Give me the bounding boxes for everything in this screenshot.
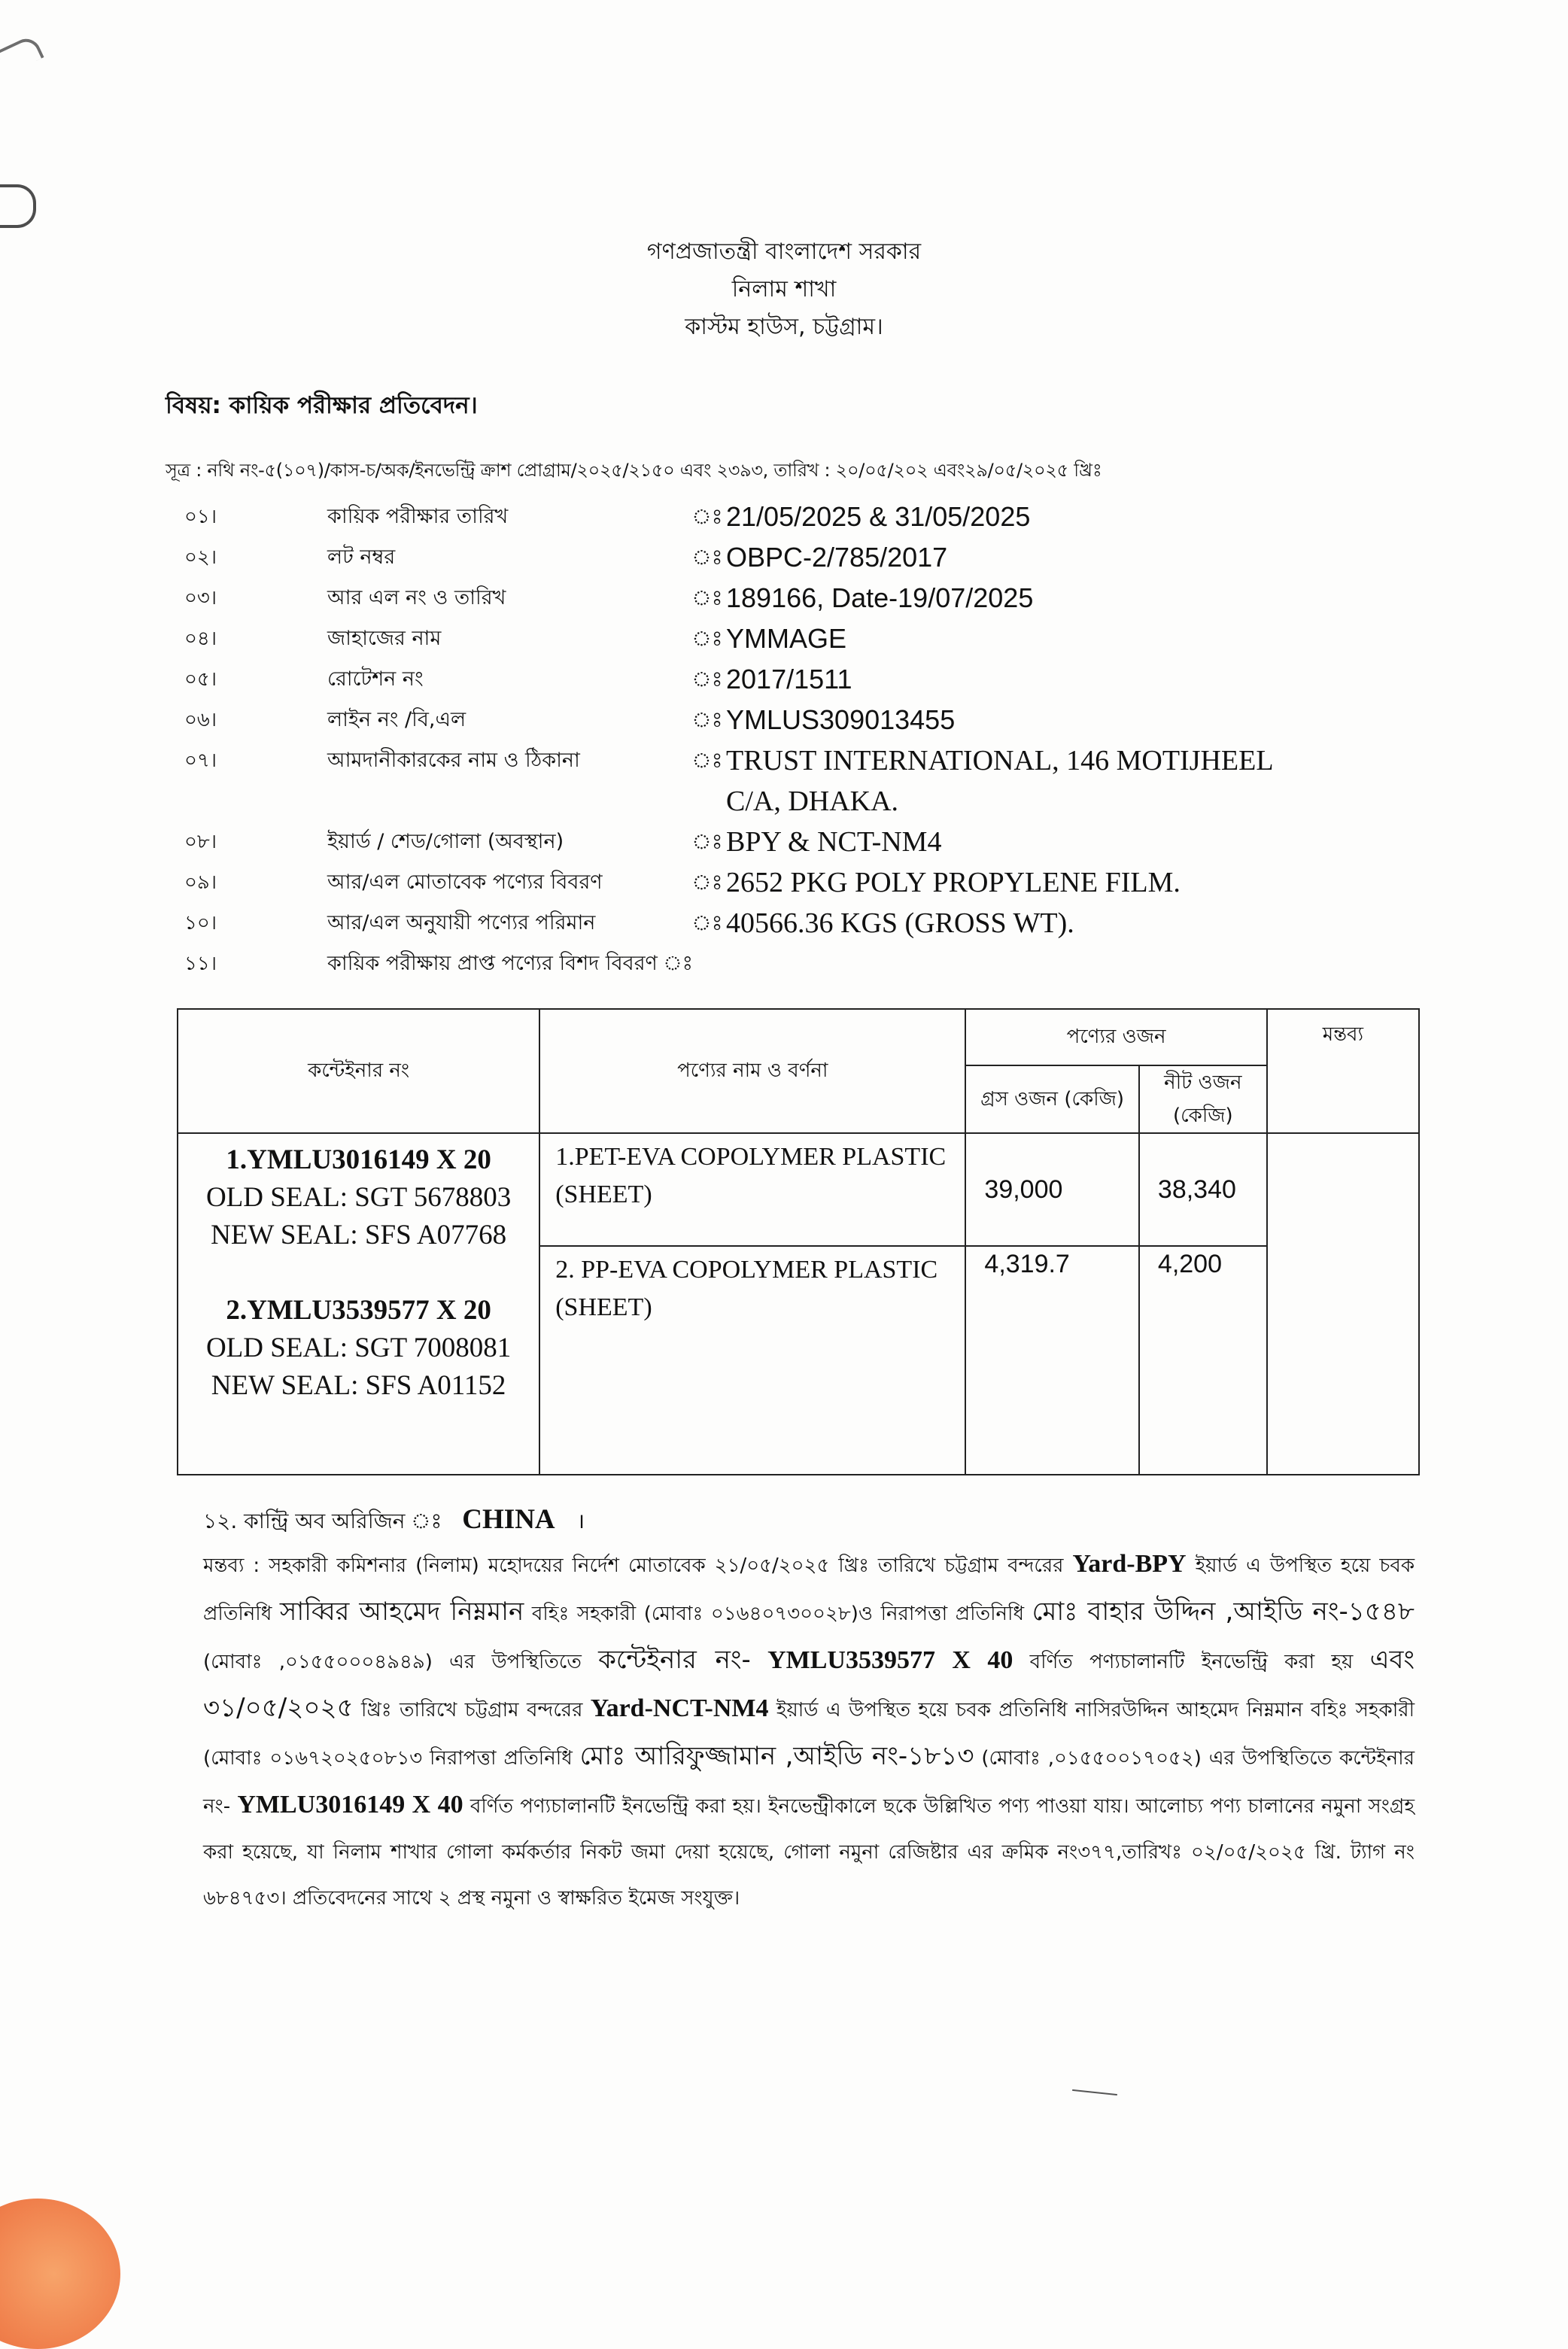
remarks-text: বর্ণিত পণ্যচালানটি ইনভেন্ট্রি করা হয় — [1029, 1651, 1354, 1673]
office-address: কাস্টম হাউস, চট্টগ্রাম। — [685, 314, 883, 340]
header-weight: পণ্যের ওজন — [965, 1009, 1266, 1065]
gross-weight-cell: 39,000 — [965, 1133, 1139, 1246]
field-number: ০৯। — [184, 871, 217, 894]
header-gross-weight: গ্রস ওজন (কেজি) — [965, 1065, 1139, 1133]
field-row — [166, 944, 1415, 984]
field-row — [166, 862, 1415, 903]
field-value: 21/05/2025 & 31/05/2025 — [726, 501, 1031, 532]
importer-address: C/A, DHAKA. — [726, 786, 899, 817]
field-number: ০১। — [184, 506, 217, 528]
container-id: 1.YMLU3016149 X 20 — [226, 1144, 491, 1175]
field-value: YMMAGE — [726, 623, 847, 654]
field-number: ১১। — [184, 953, 217, 975]
container-id: 2.YMLU3539577 X 20 — [226, 1295, 491, 1326]
field-label: আর এল নং ও তারিখ — [327, 586, 506, 609]
field-value: 40566.36 KGS (GROSS WT). — [726, 907, 1074, 939]
field-list — [166, 497, 1415, 984]
field-value: 2652 PKG POLY PROPYLENE FILM. — [726, 867, 1181, 898]
remarks-text: ইয়ার্ড এ উপস্থিত হয়ে চবক প্রতিনিধি নাসিরউদ্দিন আহমেদ নিম্নমান বহিঃ সহকারী (মোবাঃ ০১৬৭২০২৫০৮১৩ নিরাপত্তা প্রতিনিধি — [203, 1699, 1415, 1770]
remarks-text: ইয়ার্ড এ উপস্থিত হয়ে চবক প্রতিনিধি — [203, 1554, 1415, 1625]
field-label: আর/এল মোতাবেক পণ্যের বিবরণ — [327, 871, 603, 894]
field-label: আমদানীকারকের নাম ও ঠিকানা — [327, 749, 580, 772]
product-cell: 1.PET-EVA COPOLYMER PLASTIC (SHEET) — [539, 1133, 965, 1246]
coo-value: CHINA — [462, 1504, 555, 1535]
container-seal: OLD SEAL: SGT 5678803 NEW SEAL: SFS A07768 — [205, 1182, 512, 1250]
header-net-weight: নীট ওজন (কেজি) — [1139, 1065, 1267, 1133]
field-value — [726, 740, 1415, 822]
field-label: আর/এল অনুযায়ী পণ্যের পরিমান — [327, 911, 596, 934]
header-product: পণ্যের নাম ও বর্ণনা — [539, 1009, 965, 1133]
field-number: ০৭। — [184, 749, 217, 772]
goods-table — [177, 1008, 1420, 1475]
net-weight-cell: 4,200 — [1139, 1246, 1267, 1475]
reference-line: সূত্র : নথি নং-৫(১০৭)/কাস-চ/অক/ইনভেন্ট্রি ক্রাশ প্রোগ্রাম/২০২৫/২১৫০ এবং ২৩৯৩, তারিখ : ২০/০৫/২০২ এবং২৯/০৫/২০২৫ খ্রিঃ — [166, 460, 1102, 481]
container-number: YMLU3539577 X 40 — [767, 1646, 1013, 1674]
field-number: ১০। — [184, 912, 217, 934]
field-label: কায়িক পরীক্ষায় প্রাপ্ত পণ্যের বিশদ বিবরণ ঃ — [327, 952, 694, 975]
security-representative: মোঃ বাহার উদ্দিন ,আইডি নং-১৫৪৮ — [1032, 1597, 1415, 1627]
field-value: OBPC-2/785/2017 — [726, 542, 948, 573]
field-number: ০৪। — [184, 628, 217, 650]
field-number: ০৩। — [184, 587, 217, 609]
field-colon: ঃ — [691, 504, 723, 529]
field-number: ০৮। — [184, 831, 217, 853]
remarks-text: বহিঃ সহকারী (মোবাঃ ০১৬৪০৭৩০০২৮)ও নিরাপত্তা প্রতিনিধি — [531, 1603, 1025, 1625]
field-label: জাহাজের নাম — [327, 627, 442, 650]
field-value: 189166, Date-19/07/2025 — [726, 582, 1034, 613]
field-label: লট নম্বর — [327, 545, 396, 569]
document-header — [0, 233, 1568, 346]
field-colon: ঃ — [691, 707, 723, 732]
field-number: ০২। — [184, 546, 217, 569]
remarks-cell — [1267, 1133, 1419, 1475]
field-colon: ঃ — [691, 748, 723, 773]
remarks-text: (মোবাঃ ,০১৫৫০০০৪৯৪৯) এর উপস্থিতিতে — [203, 1651, 582, 1673]
header-remarks: মন্তব্য — [1267, 1009, 1419, 1133]
field-row — [166, 578, 1415, 618]
importer-name: TRUST INTERNATIONAL, 146 MOTIJHEEL — [726, 745, 1274, 776]
field-row — [166, 903, 1415, 944]
yard-name: Yard-NCT-NM4 — [590, 1694, 769, 1722]
stamp-mark — [0, 2199, 120, 2349]
coo-end: । — [576, 1509, 585, 1533]
security-representative: মোঃ আরিফুজ্জামান ,আইডি নং-১৮১৩ — [579, 1741, 974, 1771]
government-title: গণপ্রজাতন্ত্রী বাংলাদেশ সরকার — [646, 239, 922, 265]
table-row — [178, 1133, 1419, 1246]
field-row — [166, 537, 1415, 578]
handwritten-mark — [0, 184, 36, 228]
field-label: লাইন নং /বি,এল — [327, 708, 466, 731]
remarks-text: মন্তব্য : সহকারী কমিশনার (নিলাম) মহোদয়ের নির্দেশ মোতাবেক ২১/০৫/২০২৫ খ্রিঃ তারিখে চট্টগ্রাম বন্দরের — [203, 1554, 1064, 1577]
field-colon: ঃ — [691, 545, 723, 570]
field-colon: ঃ — [691, 626, 723, 651]
subject-line: বিষয়: কায়িক পরীক্ষার প্রতিবেদন। — [166, 392, 478, 419]
coo-label: ১২. কান্ট্রি অব অরিজিন ঃ — [203, 1509, 442, 1533]
field-value: YMLUS309013455 — [726, 704, 956, 735]
field-colon: ঃ — [691, 870, 723, 895]
field-row — [166, 700, 1415, 740]
remarks-text: খ্রিঃ তারিখে চট্টগ্রাম বন্দরের — [361, 1699, 583, 1721]
remarks-paragraph — [203, 1541, 1415, 1922]
remarks-text: (মোবাঃ ,০১৫৫০০১৭০৫২) এর উপস্থিতিতে কন্টেইনার নং- — [203, 1747, 1415, 1818]
field-value: 2017/1511 — [726, 664, 852, 694]
container-cell — [178, 1133, 539, 1475]
field-row — [166, 659, 1415, 700]
pen-stroke — [1072, 2089, 1117, 2095]
field-row — [166, 822, 1415, 862]
representative-name: সাব্বির আহমেদ নিম্নমান — [279, 1597, 524, 1627]
field-colon: ঃ — [691, 585, 723, 610]
pen-mark — [0, 34, 44, 74]
field-colon: ঃ — [691, 829, 723, 854]
field-label: ইয়ার্ড / শেড/গোলা (অবস্থান) — [327, 830, 564, 853]
container-label: কন্টেইনার নং- — [598, 1645, 751, 1675]
field-row — [166, 497, 1415, 537]
remarks-text: বর্ণিত পণ্যচালানটি ইনভেন্ট্রি করা হয়। ইনভেন্ট্রীকালে ছকে উল্লিখিত পণ্য পাওয়া যায়। আলোচ্য পণ্য চালানের নমুনা সংগ্রহ করা হয়েছে, যা নিলাম শাখার গোলা কর্মকর্তার নিকট জমা দেয়া হয়েছে, গোলা নমুনা রেজিষ্টার এর ক্রমিক নং৩৭৭,তারিখঃ ০২/০৫/২০২৫ খ্রি. ট্যাগ নং ৬৮৪৭৫৩। প্রতিবেদনের সাথে ২ প্রস্থ নমুনা ও স্বাক্ষরিত ইমেজ সংযুক্ত। — [203, 1795, 1415, 1910]
field-number: ০৬। — [184, 709, 217, 731]
field-label: রোটেশন নং — [327, 667, 424, 691]
field-row — [166, 740, 1415, 822]
header-container-no: কন্টেইনার নং — [178, 1009, 539, 1133]
field-label: কায়িক পরীক্ষার তারিখ — [327, 505, 509, 528]
country-of-origin — [203, 1503, 1415, 1540]
remarks-text: এবং ৩১/০৫/২০২৫ — [203, 1645, 1415, 1723]
container-number: YMLU3016149 X 40 — [237, 1791, 463, 1819]
field-number: ০৫। — [184, 668, 217, 691]
gross-weight-cell: 4,319.7 — [965, 1246, 1139, 1475]
container-seal: OLD SEAL: SGT 7008081 NEW SEAL: SFS A01152 — [205, 1333, 512, 1401]
field-colon: ঃ — [691, 667, 723, 691]
yard-name: Yard-BPY — [1072, 1550, 1187, 1578]
net-weight-cell: 38,340 — [1139, 1133, 1267, 1246]
field-colon: ঃ — [691, 910, 723, 935]
product-cell: 2. PP-EVA COPOLYMER PLASTIC (SHEET) — [539, 1246, 965, 1475]
field-value: BPY & NCT-NM4 — [726, 826, 942, 858]
field-row — [166, 618, 1415, 659]
branch-name: নিলাম শাখা — [731, 276, 837, 302]
